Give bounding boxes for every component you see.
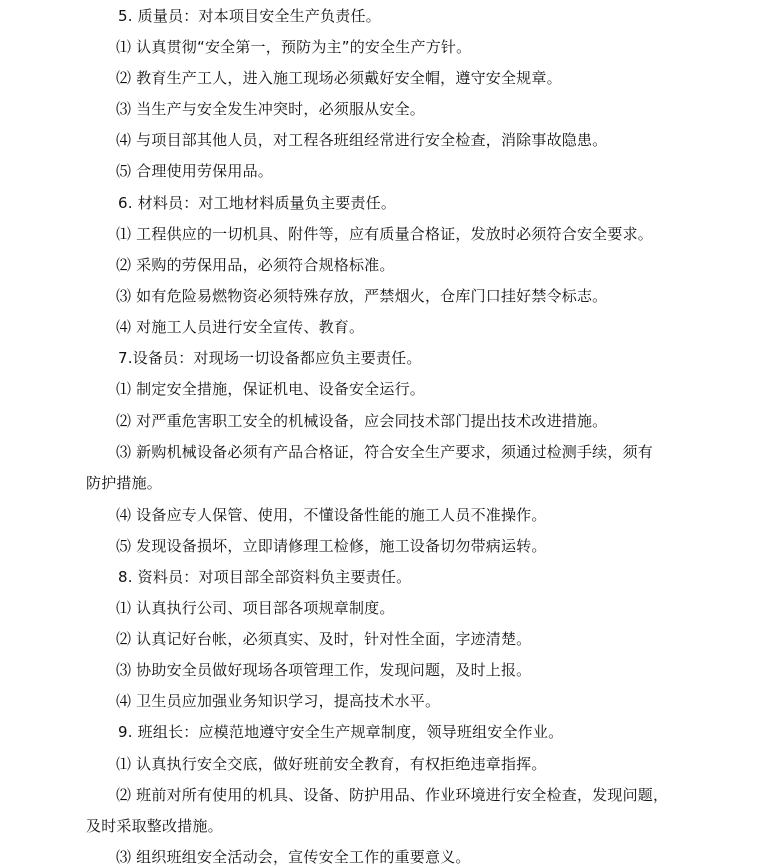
list-item: ⑶ 协助安全员做好现场各项管理工作，发现问题，及时上报。 [116,661,532,679]
list-item: ⑷ 设备应专人保管、使用，不懂设备性能的施工人员不准操作。 [116,506,547,524]
list-item: ⑵ 班前对所有使用的机具、设备、防护用品、作业环境进行安全检查，发现问题， [116,786,669,804]
list-item: ⑴ 制定安全措施，保证机电、设备安全运行。 [116,380,425,398]
list-item: ⑸ 发现设备损坏，立即请修理工检修，施工设备切勿带病运转。 [116,537,547,555]
list-item: ⑴ 认真执行安全交底，做好班前安全教育，有权拒绝违章指挥。 [116,755,547,773]
list-item: ⑵ 采购的劳保用品，必须符合规格标准。 [116,256,395,274]
list-item-continuation: 及时采取整改措施。 [86,817,223,835]
list-item: ⑷ 与项目部其他人员，对工程各班组经常进行安全检查，消除事故隐患。 [116,131,608,149]
list-item: ⑴ 认真贯彻“安全第一，预防为主”的安全生产方针。 [116,38,472,56]
list-item: ⑶ 新购机械设备必须有产品合格证，符合安全生产要求，须通过检测手续，须有 [116,443,653,461]
section-heading-quality-inspector: 5. 质量员：对本项目安全生产负责任。 [118,7,381,25]
section-heading-equipment-officer: 7.设备员：对现场一切设备都应负主要责任。 [118,349,422,367]
list-item-continuation: 防护措施。 [86,474,163,492]
list-item: ⑴ 工程供应的一切机具、附件等，应有质量合格证，发放时必须符合安全要求。 [116,225,653,243]
section-heading-team-leader: 9. 班组长：应模范地遵守安全生产规章制度，领导班组安全作业。 [118,723,564,741]
list-item: ⑴ 认真执行公司、项目部各项规章制度。 [116,599,395,617]
list-item: ⑵ 对严重危害职工安全的机械设备，应会同技术部门提出技术改进措施。 [116,412,608,430]
section-heading-material-officer: 6. 材料员：对工地材料质量负主要责任。 [118,194,397,212]
list-item: ⑵ 教育生产工人，进入施工现场必须戴好安全帽，遵守安全规章。 [116,69,562,87]
list-item: ⑶ 当生产与安全发生冲突时，必须服从安全。 [116,100,425,118]
list-item: ⑷ 对施工人员进行安全宣传、教育。 [116,318,365,336]
list-item: ⑵ 认真记好台帐，必须真实、及时，针对性全面，字迹清楚。 [116,630,532,648]
section-heading-records-officer: 8. 资料员：对项目部全部资料负主要责任。 [118,568,412,586]
list-item: ⑶ 组织班组安全活动会，宣传安全工作的重要意义。 [116,848,471,866]
list-item: ⑸ 合理使用劳保用品。 [116,162,273,180]
list-item: ⑶ 如有危险易燃物资必须特殊存放，严禁烟火，仓库门口挂好禁令标志。 [116,287,608,305]
list-item: ⑷ 卫生员应加强业务知识学习，提高技术水平。 [116,692,441,710]
